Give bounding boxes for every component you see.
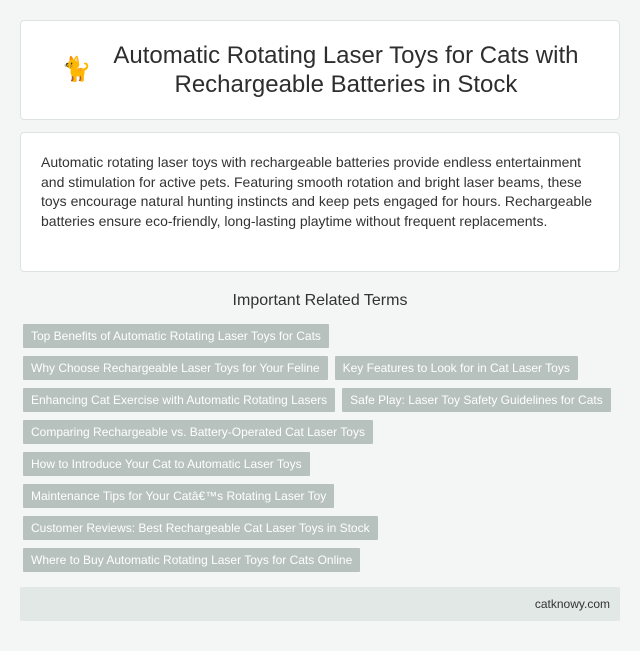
- footer: [20, 587, 620, 621]
- related-term-tag[interactable]: Safe Play: Laser Toy Safety Guidelines for Cats: [342, 388, 611, 412]
- tag-row: [23, 484, 623, 516]
- cat-icon: 🐈: [61, 56, 92, 83]
- page-title: [113, 41, 578, 99]
- page-title-line1: Automatic Rotating Laser Toys for Cats with: [113, 42, 579, 69]
- related-term-tag[interactable]: Comparing Rechargeable vs. Battery-Operated Cat Laser Toys: [23, 420, 373, 444]
- page-title-line2: Rechargeable Batteries in Stock: [174, 71, 518, 98]
- footer-site-link[interactable]: catknowy.com: [534, 597, 610, 611]
- description-card: [20, 132, 620, 272]
- related-term-tag[interactable]: How to Introduce Your Cat to Automatic Laser Toys: [23, 452, 310, 476]
- related-term-tag[interactable]: Top Benefits of Automatic Rotating Laser Toys for Cats: [23, 324, 329, 348]
- related-term-tag[interactable]: Why Choose Rechargeable Laser Toys for Your Feline: [23, 356, 328, 380]
- tag-row: [23, 388, 623, 420]
- title-wrap: [62, 41, 579, 99]
- tag-row: [23, 420, 623, 452]
- related-term-tag[interactable]: Where to Buy Automatic Rotating Laser Toys for Cats Online: [23, 548, 360, 572]
- tag-row: [23, 452, 623, 484]
- tag-row: [23, 356, 623, 388]
- related-term-tag[interactable]: Key Features to Look for in Cat Laser Toys: [335, 356, 578, 380]
- related-term-tag[interactable]: Enhancing Cat Exercise with Automatic Rotating Lasers: [23, 388, 335, 412]
- related-terms-list: [23, 324, 623, 580]
- tag-row: [23, 516, 623, 548]
- tag-row: [23, 324, 623, 356]
- related-terms-heading: Important Related Terms: [232, 292, 408, 309]
- related-term-tag[interactable]: Maintenance Tips for Your Catâ€™s Rotating Laser Toy: [23, 484, 334, 508]
- related-term-tag[interactable]: Customer Reviews: Best Rechargeable Cat Laser Toys in Stock: [23, 516, 378, 540]
- title-card: [20, 20, 620, 120]
- description-text: Automatic rotating laser toys with rechargeable batteries provide endless entertainment and stimulation for active pets. Featuring smooth rotation and bright laser beams, these toys encourage natural hunting instincts and keep pets engaged for hours. Rechargeable batteries ensure eco-friendly, long-lasting playtime without frequent replacements.: [41, 154, 593, 229]
- tag-row: [23, 548, 623, 580]
